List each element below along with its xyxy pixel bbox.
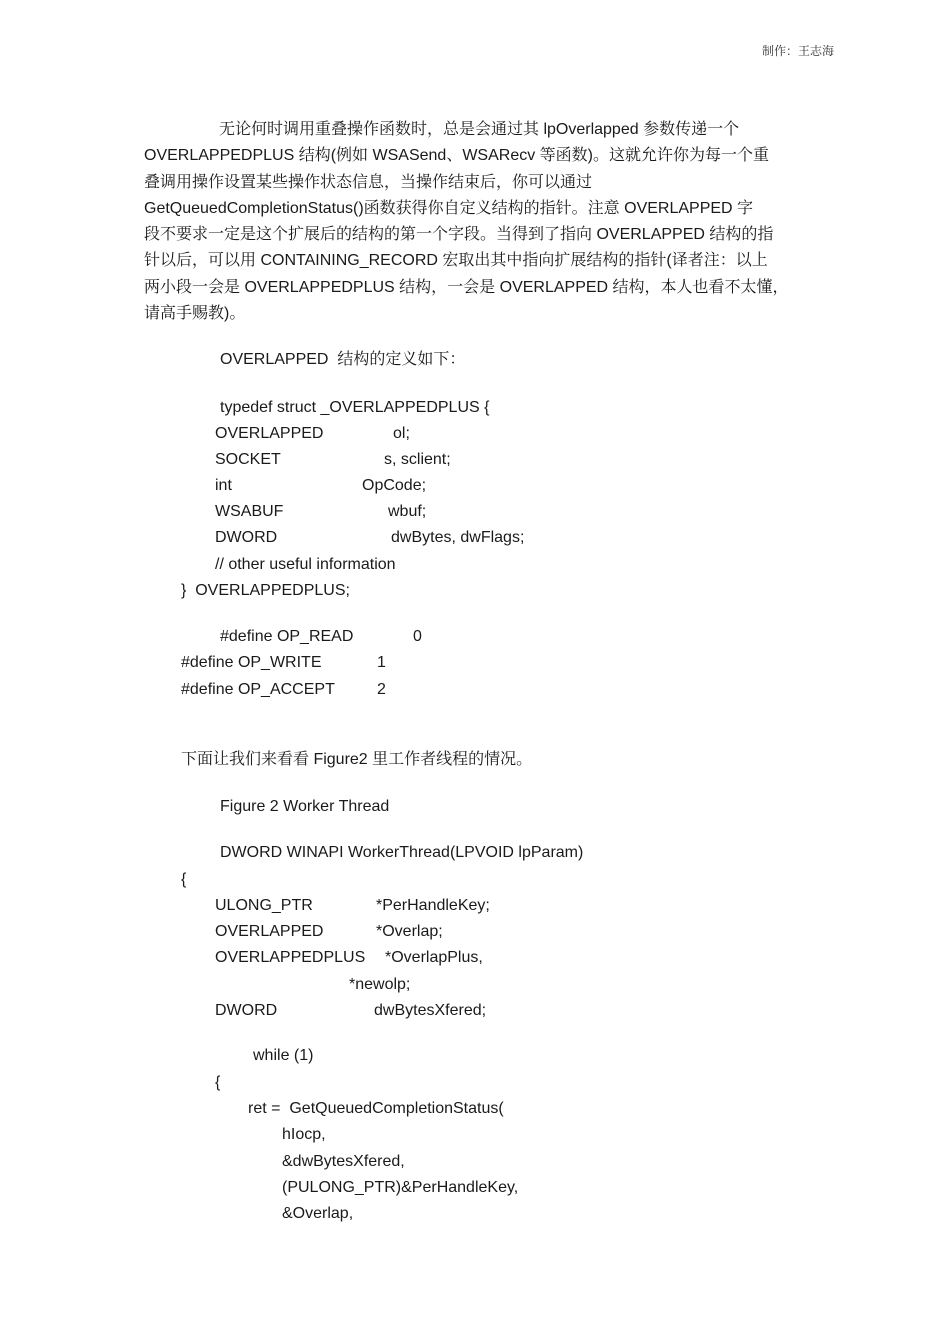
intro-line: OVERLAPPEDPLUS 结构(例如 WSASend、WSARecv 等函数)。这就允许你为每一个重 bbox=[144, 147, 769, 165]
field-name: s, sclient; bbox=[384, 451, 451, 468]
code-arg: &dwBytesXfered, bbox=[282, 1153, 405, 1170]
define-value: 1 bbox=[377, 654, 386, 671]
define-line bbox=[181, 679, 386, 701]
field-name: ol; bbox=[393, 425, 410, 442]
struct-field bbox=[215, 501, 427, 523]
var-name: *Overlap; bbox=[376, 923, 443, 940]
define-line bbox=[220, 626, 422, 648]
define-value: 0 bbox=[413, 628, 422, 645]
struct-comment: // other useful information bbox=[215, 556, 396, 573]
var-name: *OverlapPlus, bbox=[385, 949, 483, 966]
figure-intro: 下面让我们来看看 Figure2 里工作者线程的情况。 bbox=[181, 751, 533, 768]
var-name: *newolp; bbox=[349, 976, 411, 993]
intro-line: GetQueuedCompletionStatus()函数获得你自定义结构的指针。注意 OVERLAPPED 字 bbox=[144, 199, 754, 217]
field-name: wbuf; bbox=[388, 503, 427, 520]
code-while: while (1) bbox=[253, 1047, 314, 1064]
struct-field bbox=[215, 475, 427, 497]
var-name: dwBytesXfered; bbox=[374, 1002, 487, 1019]
code-var bbox=[215, 895, 490, 917]
code-while-brace: { bbox=[215, 1074, 221, 1091]
figure-title: Figure 2 Worker Thread bbox=[220, 798, 390, 815]
code-signature: DWORD WINAPI WorkerThread(LPVOID lpParam) bbox=[220, 844, 584, 861]
var-type: ULONG_PTR bbox=[215, 897, 313, 914]
field-type: int bbox=[215, 477, 232, 494]
field-type: SOCKET bbox=[215, 451, 281, 468]
field-name: OpCode; bbox=[362, 477, 427, 494]
code-var bbox=[215, 921, 443, 943]
field-type: DWORD bbox=[215, 529, 278, 546]
struct-heading: OVERLAPPED 结构的定义如下： bbox=[220, 351, 466, 368]
struct-open: typedef struct _OVERLAPPEDPLUS { bbox=[220, 399, 490, 416]
define-name: #define OP_WRITE bbox=[181, 654, 322, 671]
field-type: WSABUF bbox=[215, 503, 284, 520]
struct-close: } OVERLAPPEDPLUS; bbox=[181, 582, 350, 599]
define-name: #define OP_READ bbox=[220, 628, 354, 645]
define-name: #define OP_ACCEPT bbox=[181, 681, 335, 698]
code-arg: &Overlap, bbox=[282, 1205, 354, 1222]
intro-line: 无论何时调用重叠操作函数时，总是会通过其 lpOverlapped 参数传递一个 bbox=[219, 121, 740, 138]
code-open-brace: { bbox=[181, 871, 187, 888]
code-var bbox=[215, 1000, 487, 1022]
field-type: OVERLAPPED bbox=[215, 425, 324, 442]
code-var bbox=[215, 947, 483, 969]
struct-field bbox=[215, 527, 525, 549]
intro-line: 请高手赐教)。 bbox=[144, 305, 246, 323]
var-type: OVERLAPPED bbox=[215, 923, 324, 940]
var-type: DWORD bbox=[215, 1002, 278, 1019]
code-arg: (PULONG_PTR)&PerHandleKey, bbox=[282, 1179, 519, 1196]
intro-line: 两小段一会是 OVERLAPPEDPLUS 结构，一会是 OVERLAPPED 结构，本人也看不太懂， bbox=[144, 278, 789, 296]
intro-line: 针以后，可以用 CONTAINING_RECORD 宏取出其中指向扩展结构的指针(译者注：以上 bbox=[144, 252, 768, 270]
code-ret-line: ret = GetQueuedCompletionStatus( bbox=[248, 1100, 504, 1117]
define-line bbox=[181, 652, 386, 674]
code-arg: hIocp, bbox=[282, 1126, 326, 1143]
field-name: dwBytes, dwFlags; bbox=[391, 529, 525, 546]
var-type: OVERLAPPEDPLUS bbox=[215, 949, 366, 966]
header-author: 制作：王志海 bbox=[761, 44, 834, 58]
intro-paragraph bbox=[144, 117, 810, 327]
intro-line: 段不要求一定是这个扩展后的结构的第一个字段。当得到了指向 OVERLAPPED 结构的指 bbox=[144, 226, 774, 244]
intro-line: 叠调用操作设置某些操作状态信息，当操作结束后，你可以通过 bbox=[144, 173, 593, 191]
define-value: 2 bbox=[377, 681, 386, 698]
struct-field bbox=[215, 449, 451, 471]
var-name: *PerHandleKey; bbox=[376, 897, 490, 914]
struct-field bbox=[215, 423, 410, 445]
